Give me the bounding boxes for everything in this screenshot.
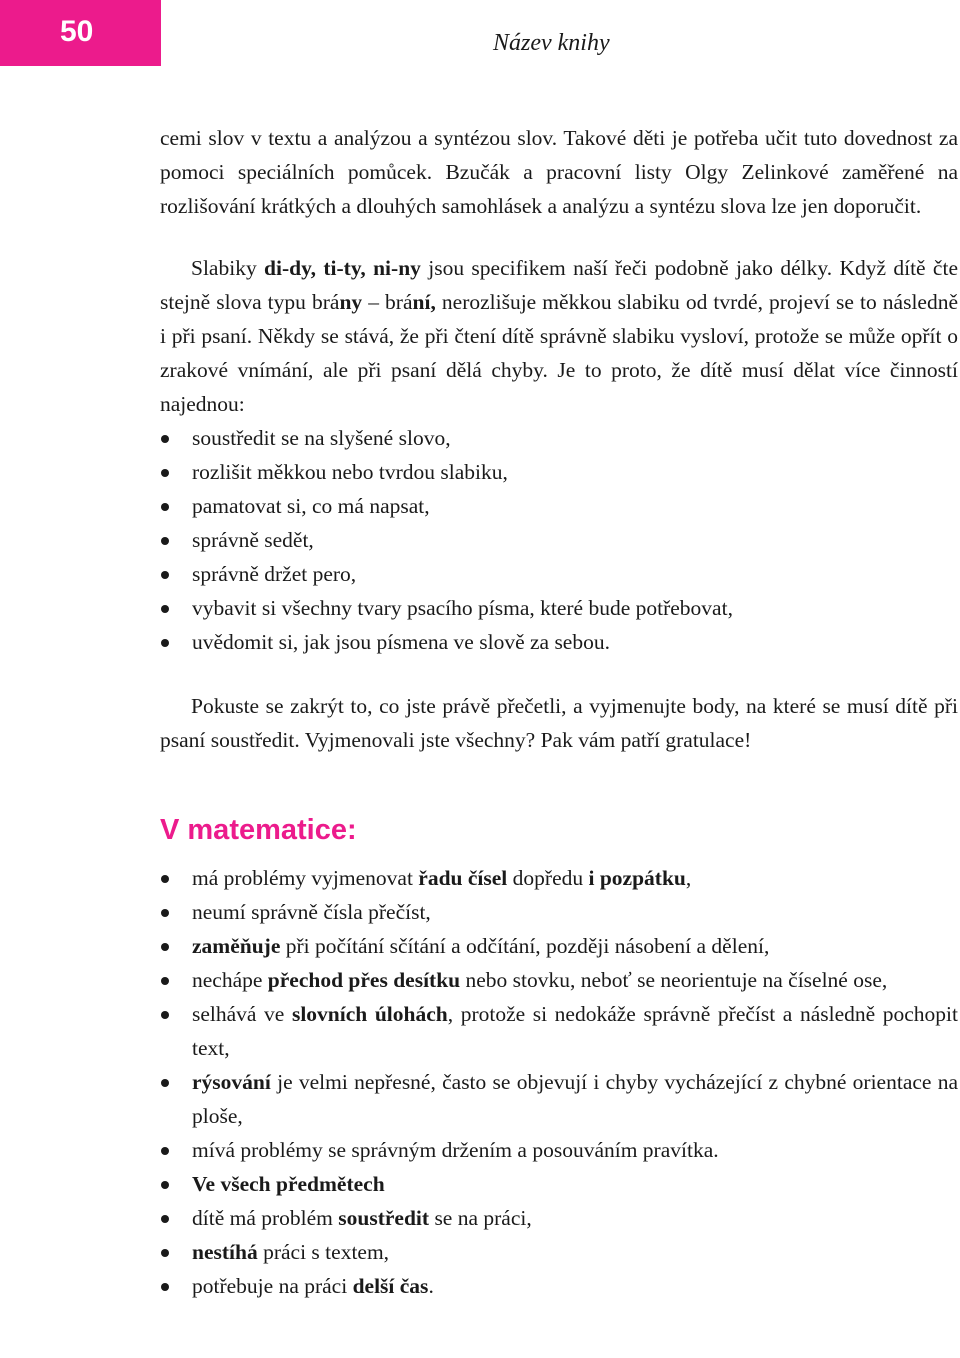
bold-text: i pozpátku	[588, 866, 686, 890]
bold-text: di-dy, ti-ty, ni-ny	[264, 256, 421, 280]
paragraph-syllables	[160, 251, 958, 421]
bold-text: ní,	[412, 290, 436, 314]
bold-text: Ve všech předmětech	[192, 1172, 385, 1196]
text: selhává ve	[192, 1002, 292, 1026]
list-item	[160, 895, 958, 929]
list-item: vybavit si všechny tvary psacího písma, které bude potřebovat,	[160, 591, 958, 625]
bullet-list-activities	[160, 421, 958, 659]
bold-text: delší čas	[352, 1274, 429, 1298]
list-item	[160, 861, 958, 895]
text: jsou specifikem naší řeči podobně jako délky. Když dítě čte stejně slova typu brá	[160, 256, 958, 314]
paragraph-exercise: Pokuste se zakrýt to, co jste právě přečetli, a vyjmenujte body, na které se musí dítě při psaní soustředit. Vyjmenovali jste všechny? Pak vám patří gratulace!	[160, 694, 958, 752]
page-body	[160, 121, 958, 1303]
list-item	[160, 929, 958, 963]
bold-text: rýsování	[192, 1070, 271, 1094]
section-heading: V matematice:	[160, 814, 357, 846]
text: dítě má problém	[192, 1206, 339, 1230]
text: při počítání sčítání a odčítání, později násobení a dělení,	[280, 934, 770, 958]
list-item	[160, 1133, 958, 1167]
bold-text: soustředit	[338, 1206, 430, 1230]
list-item	[160, 1235, 958, 1269]
bold-text: zaměňuje	[192, 934, 281, 958]
text: má problémy vyjmenovat	[192, 866, 419, 890]
bold-text: řadu čísel	[418, 866, 508, 890]
list-item: soustředit se na slyšené slovo,	[160, 421, 958, 455]
text: potřebuje na práci	[192, 1274, 353, 1298]
list-item	[160, 963, 958, 997]
list-item	[160, 1269, 958, 1303]
text: nerozlišuje měkkou slabiku od tvrdé, projeví se to následně i při psaní. Někdy se stává, že při čtení dítě správně slabiku vysloví, protože se může opřít o zrakové vnímání, ale při psaní dělá chyby. Je to proto, že dítě musí dělat více činností najednou:	[160, 290, 959, 416]
bold-text: ny	[339, 290, 363, 314]
list-item	[160, 1167, 958, 1201]
running-title: Název knihy	[493, 30, 610, 56]
text: neumí správně čísla přečíst,	[192, 900, 431, 924]
text: ,	[685, 866, 692, 890]
text: nechápe	[192, 968, 268, 992]
list-item	[160, 997, 958, 1065]
text: Slabiky	[191, 256, 265, 280]
list-item: správně držet pero,	[160, 557, 958, 591]
text: dopředu	[507, 866, 589, 890]
text: nebo stovku, neboť se neorientuje na číselné ose,	[460, 968, 888, 992]
text: .	[428, 1274, 434, 1298]
list-item	[160, 1201, 958, 1235]
page-number: 50	[60, 15, 94, 48]
text: práci s textem,	[257, 1240, 390, 1264]
list-item	[160, 1065, 958, 1133]
list-item: uvědomit si, jak jsou písmena ve slově za sebou.	[160, 625, 958, 659]
text: – brá	[362, 290, 413, 314]
list-item: rozlišit měkkou nebo tvrdou slabiku,	[160, 455, 958, 489]
bold-text: přechod přes desítku	[267, 968, 461, 992]
list-item: pamatovat si, co má napsat,	[160, 489, 958, 523]
page-number-badge	[0, 0, 161, 66]
text: mívá problémy se správným držením a posouváním pravítka.	[192, 1138, 719, 1162]
text: se na práci,	[429, 1206, 532, 1230]
bold-text: slovních úlohách	[291, 1002, 448, 1026]
text: je velmi nepřesné, často se objevují i chyby vycházející z chybné orientace na ploše,	[192, 1070, 958, 1128]
bullet-list-math	[160, 861, 958, 1303]
list-item: správně sedět,	[160, 523, 958, 557]
text: , protože si nedokáže správně přečíst a následně pochopit text,	[192, 1002, 958, 1060]
paragraph-intro: cemi slov v textu a analýzou a syntézou slov. Takové děti je potřeba učit tuto dovednost za pomoci speciálních pomůcek. Bzučák a pracovní listy Olgy Zelinkové zaměřené na rozlišování krátkých a dlouhých samohlásek a analýzu a syntézu slova lze jen doporučit.	[160, 126, 958, 218]
bold-text: nestíhá	[192, 1240, 258, 1264]
